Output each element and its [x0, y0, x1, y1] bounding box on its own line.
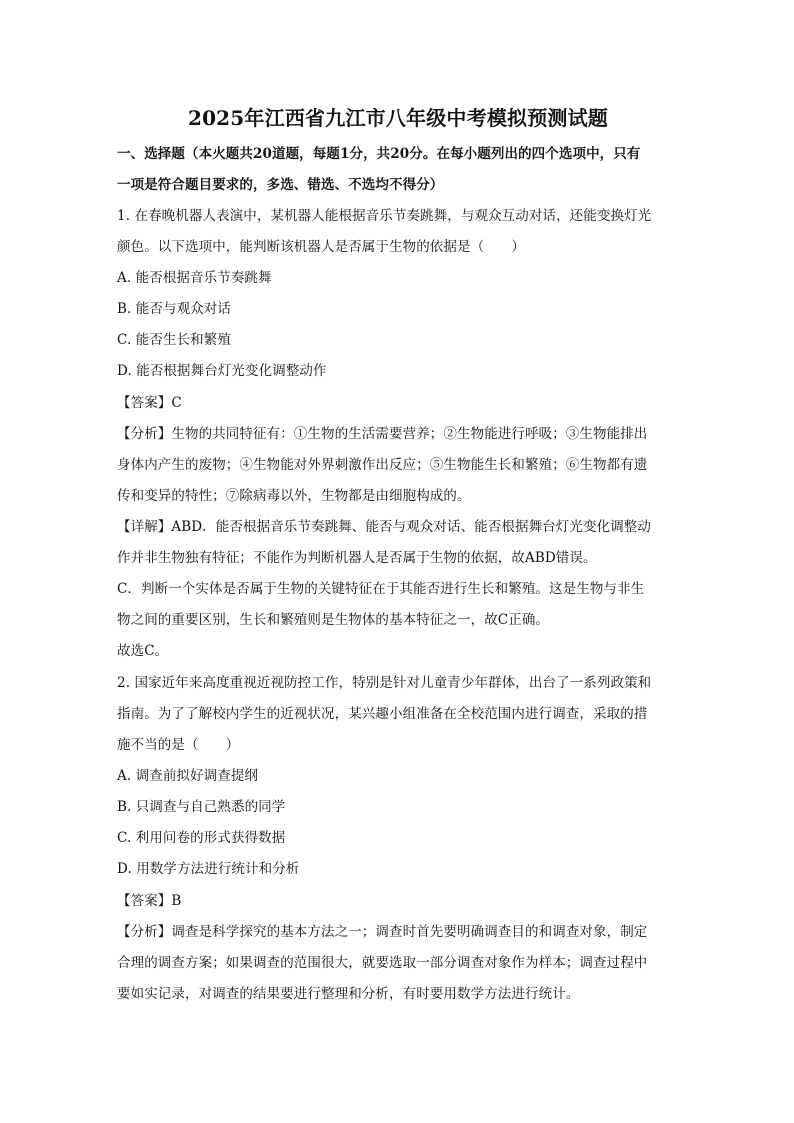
question-2-option-b: B. 只调查与自己熟悉的同学	[117, 799, 286, 815]
question-2-analysis: 【分析】调查是科学探究的基本方法之一；调查时首先要明确调查目的和调查对象，制定	[117, 924, 648, 940]
question-2-option-d: D. 用数学方法进行统计和分析	[117, 861, 300, 877]
question-1-option-b: B. 能否与观众对话	[117, 301, 232, 317]
question-1-option-d: D. 能否根据舞台灯光变化调整动作	[117, 363, 327, 379]
question-1-analysis-cont: 传和变异的特性；⑦除病毒以外，生物都是由细胞构成的。	[117, 488, 471, 504]
question-2-stem-cont: 施不当的是（ ）	[117, 737, 240, 753]
question-1-answer: 【答案】C	[117, 395, 182, 411]
question-1-option-c: C. 能否生长和繁殖	[117, 332, 231, 348]
question-2-stem-cont: 指南。为了了解校内学生的近视状况，某兴趣小组准备在全校范围内进行调查，采取的措	[117, 706, 648, 722]
question-1-conclusion: 故选C。	[117, 643, 169, 659]
question-1-detail-c-cont: 物之间的重要区别，生长和繁殖则是生物体的基本特征之一，故C正确。	[117, 612, 550, 628]
section-heading: 一、选择题（本火题共20道题，每题1分，共20分。在每小题列出的四个选项中，只有	[117, 146, 641, 162]
question-1-analysis: 【分析】生物的共同特征有：①生物的生活需要营养；②生物能进行呼吸；③生物能排出	[117, 426, 648, 442]
question-1-stem-cont: 颜色。以下选项中，能判断该机器人是否属于生物的依据是（ ）	[117, 239, 525, 255]
question-2-option-c: C. 利用问卷的形式获得数据	[117, 830, 286, 846]
question-1-detail-c: C．判断一个实体是否属于生物的关键特征在于其能否进行生长和繁殖。这是生物与非生	[117, 581, 645, 597]
question-2-analysis-cont: 合理的调查方案；如果调查的范围很大，就要选取一部分调查对象作为样本；调查过程中	[117, 955, 648, 971]
question-2-answer: 【答案】B	[117, 893, 182, 909]
question-2-analysis-cont: 要如实记录，对调查的结果要进行整理和分析，有时要用数学方法进行统计。	[117, 986, 580, 1002]
page-title: 2025年江西省九江市八年级中考模拟预测试题	[187, 106, 609, 130]
section-heading-cont: 一项是符合题目要求的，多选、错选、不选均不得分）	[117, 177, 444, 193]
question-1-stem: 1. 在春晚机器人表演中，某机器人能根据音乐节奏跳舞，与观众互动对话，还能变换灯光	[117, 208, 652, 224]
question-2-stem: 2. 国家近年来高度重视近视防控工作，特别是针对儿童青少年群体，出台了一系列政策和	[117, 675, 652, 691]
question-1-detail: 【详解】ABD．能否根据音乐节奏跳舞、能否与观众对话、能否根据舞台灯光变化调整动	[117, 519, 651, 535]
question-2-option-a: A. 调查前拟好调查提纲	[117, 768, 259, 784]
question-1-option-a: A. 能否根据音乐节奏跳舞	[117, 270, 272, 286]
question-1-analysis-cont: 身体内产生的废物；④生物能对外界刺激作出反应；⑤生物能生长和繁殖；⑥生物都有遗	[117, 457, 648, 473]
question-1-detail-cont: 作并非生物独有特征；不能作为判断机器人是否属于生物的依据，故ABD错误。	[117, 550, 597, 566]
